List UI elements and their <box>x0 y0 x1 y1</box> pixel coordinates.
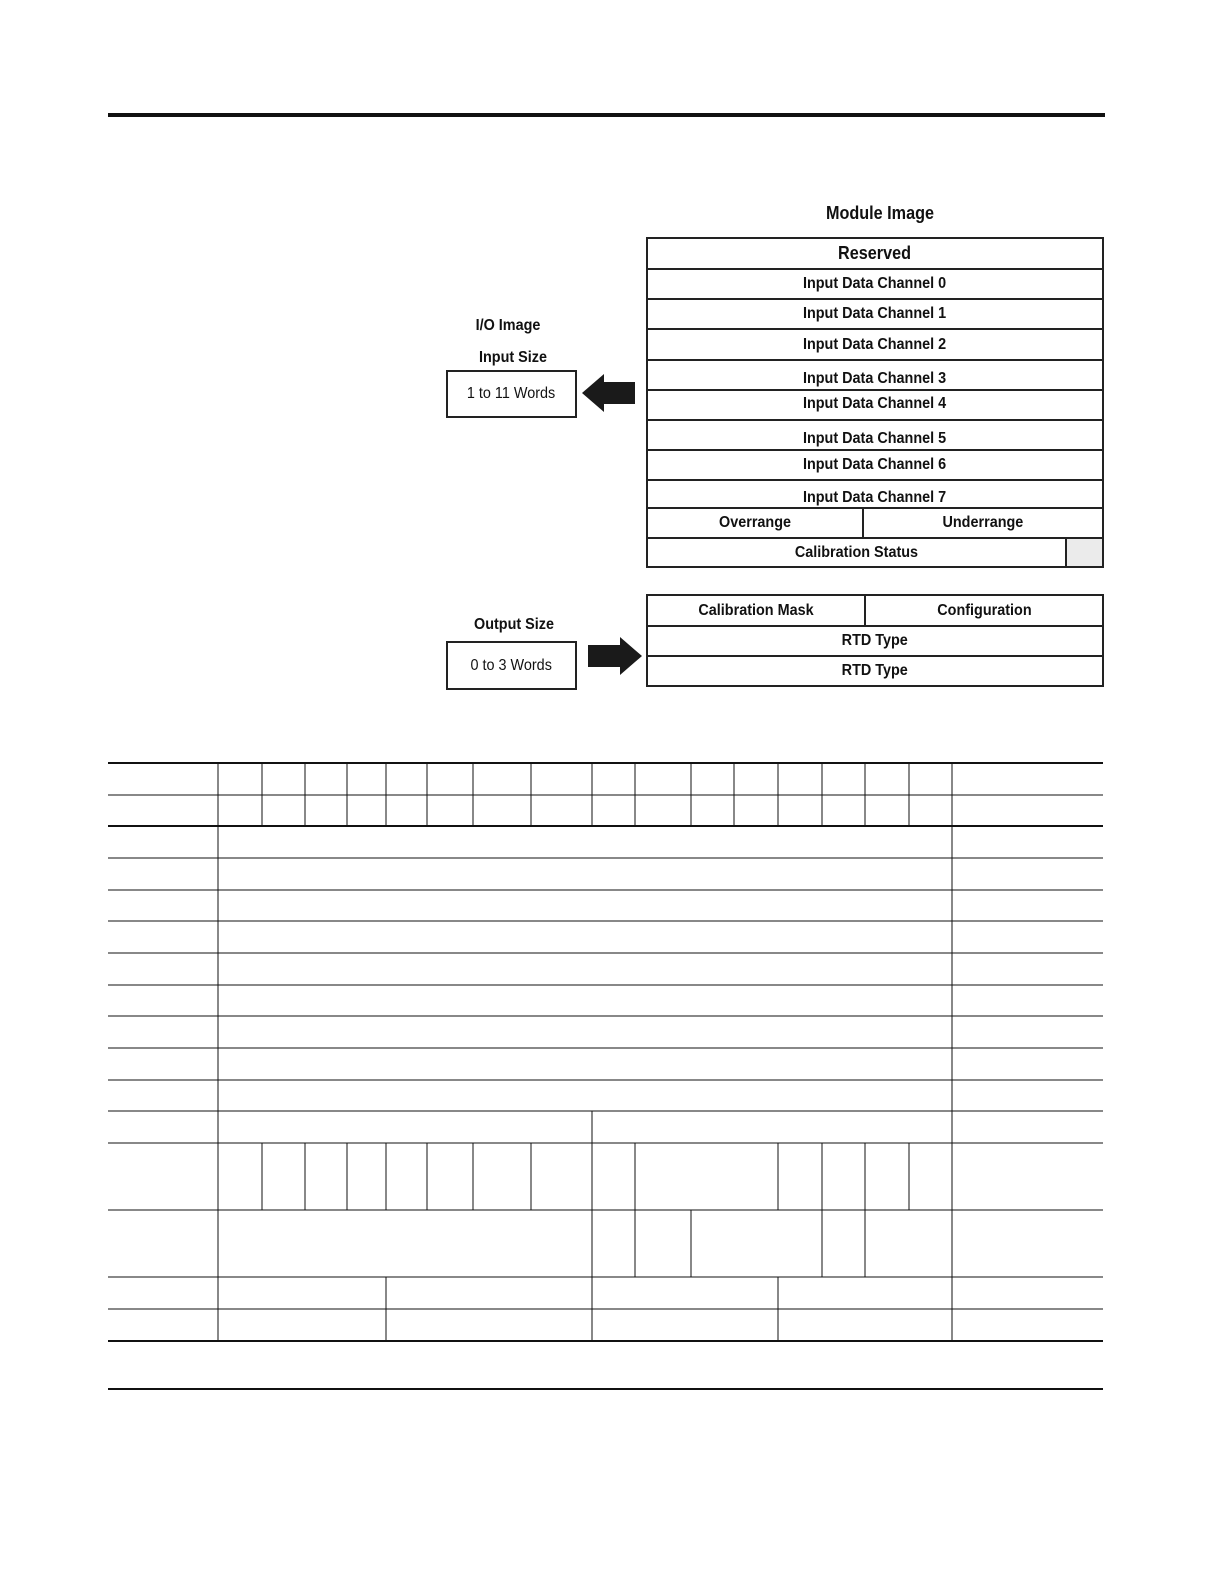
rtd-type-label: RTD Type <box>841 662 909 679</box>
calibration-status-label: Calibration Status <box>794 543 919 561</box>
calibration-mask-label: Calibration Mask <box>698 601 814 619</box>
input-data-channel-label: Input Data Channel 7 <box>803 489 947 506</box>
underrange-label: Underrange <box>942 514 1024 531</box>
output-size-label: Output Size <box>473 616 554 633</box>
input-data-channel-label: Input Data Channel 6 <box>803 456 947 473</box>
input-size-value: 1 to 11 Words <box>467 385 556 402</box>
rtd-type-label: RTD Type <box>841 632 909 649</box>
configuration-label: Configuration <box>936 601 1032 619</box>
output-size-value: 0 to 3 Words <box>470 656 553 674</box>
input-data-channel-label: Input Data Channel 3 <box>803 370 947 387</box>
input-data-channel-label: Input Data Channel 0 <box>803 275 947 292</box>
reserved-label: Reserved <box>838 243 912 263</box>
io-image-title: I/O Image <box>475 317 541 334</box>
input-size-label: Input Size <box>478 349 548 366</box>
input-data-channel-label: Input Data Channel 1 <box>803 305 947 322</box>
input-data-channel-label: Input Data Channel 2 <box>803 335 947 353</box>
module-image-title: Module Image <box>825 203 934 223</box>
overrange-label: Overrange <box>718 514 792 531</box>
input-data-channel-label: Input Data Channel 4 <box>803 395 947 412</box>
input-data-channel-label: Input Data Channel 5 <box>803 430 947 447</box>
